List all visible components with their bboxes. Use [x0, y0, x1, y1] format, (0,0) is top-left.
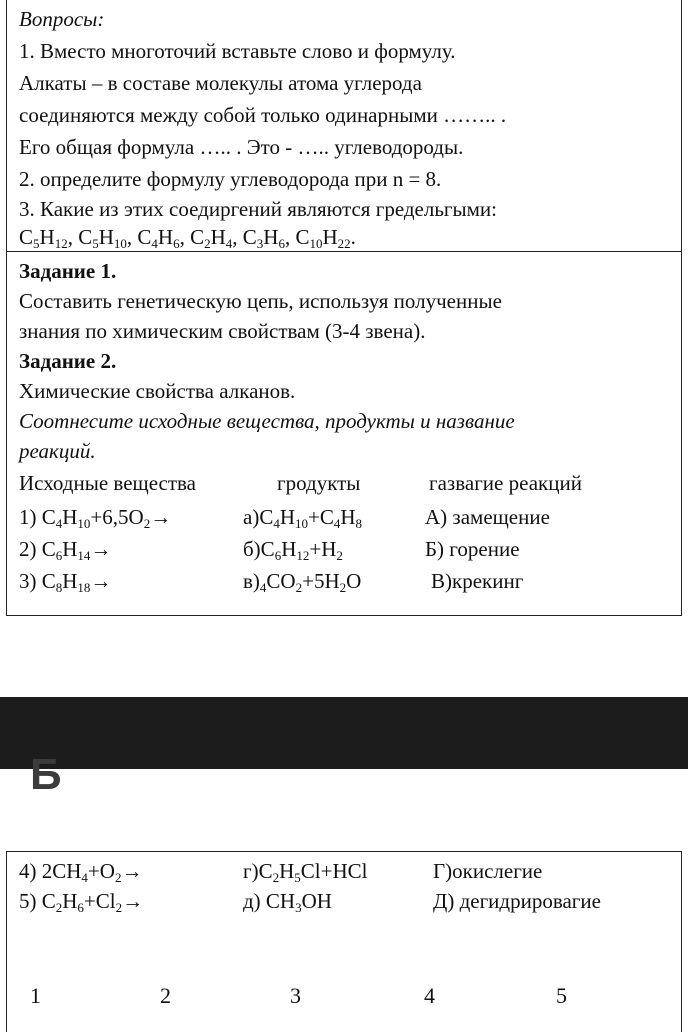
- answer-number: 5: [556, 983, 567, 1008]
- answer-number: 2: [160, 983, 171, 1008]
- task1-line: Составить генетическую цепь, используя полученные: [19, 289, 502, 313]
- task2-title: Задание 2.: [19, 349, 117, 373]
- question-line: 2. определите формулу углеводорода при n = 8.: [19, 167, 442, 191]
- task1-title: Задание 1.: [19, 259, 117, 283]
- continued-table-box: [6, 851, 682, 1032]
- answer-number: 1: [30, 983, 41, 1008]
- product-cell: д) $CH_3OH$: [243, 889, 332, 915]
- task2-subtitle: Химические свойства алканов.: [19, 379, 296, 403]
- header-products: гродукты: [277, 471, 361, 495]
- task2-instruction: Соотнесите исходные вещества, продукты и название: [19, 409, 515, 433]
- header-reactants: Исходные вещества: [19, 471, 196, 495]
- reactant-cell: 3) $C_8H_{18}\to$: [19, 569, 112, 595]
- reactant-cell: 1) $C_4H_{10}+6,5O_2\to$: [19, 505, 172, 531]
- product-cell: $в)_4CO_2+5H_2O$: [243, 569, 362, 595]
- task1-line: знания по химическим свойствам (3-4 звена).: [19, 319, 426, 343]
- reactant-cell: 4) $2CH_4+O_2\to$: [19, 859, 143, 885]
- question-line: 1. Вместо многоточий вставьте слово и формулу.: [19, 39, 456, 63]
- answer-number: 4: [424, 983, 435, 1008]
- dark-overlay-band: [0, 697, 688, 799]
- tasks-box: [6, 252, 682, 616]
- reactant-cell: 5) $C_2H_6+Cl_2\to$: [19, 889, 144, 915]
- question-line: соединяются между собой только одинарными …….. .: [19, 103, 507, 127]
- questions-header: Вопросы:: [19, 7, 105, 31]
- header-reaction-names: газвагие реакций: [429, 471, 582, 495]
- product-cell: $а)C_4H_{10}+C_4H_8$: [243, 505, 363, 531]
- cut-off-heading: Б: [30, 750, 64, 799]
- question-line: 3. Какие из этих соедиргений являются гредельгыми:: [19, 197, 498, 221]
- task2-instruction: реакций.: [19, 439, 96, 463]
- reaction-name-cell: Г)окислегие: [433, 859, 543, 883]
- questions-box: [6, 0, 682, 252]
- reaction-name-cell: В)крекинг: [431, 569, 524, 593]
- answer-number: 3: [290, 983, 301, 1008]
- reactant-cell: 2) $C_6H_{14}\to$: [19, 537, 112, 563]
- product-cell: $г)C_2H_5Cl+HCl$: [243, 859, 368, 885]
- reaction-name-cell: Б) горение: [425, 537, 520, 561]
- reaction-name-cell: Д) дегидрировагие: [433, 889, 601, 913]
- question-line: Алкаты – в составе молекулы атома углерода: [19, 71, 422, 95]
- formula-list: $C_5H_{12}$, $C_5H_{10}$, $C_4H_6$, $C_2H_4$, $C_3H_6$, $C_{10}H_{22}$.: [19, 225, 356, 251]
- question-line: Его общая формула ….. . Это - ….. углеводороды.: [19, 135, 464, 159]
- product-cell: $б)C_6H_{12}+H_2$: [243, 537, 343, 563]
- reaction-name-cell: А) замещение: [425, 505, 550, 529]
